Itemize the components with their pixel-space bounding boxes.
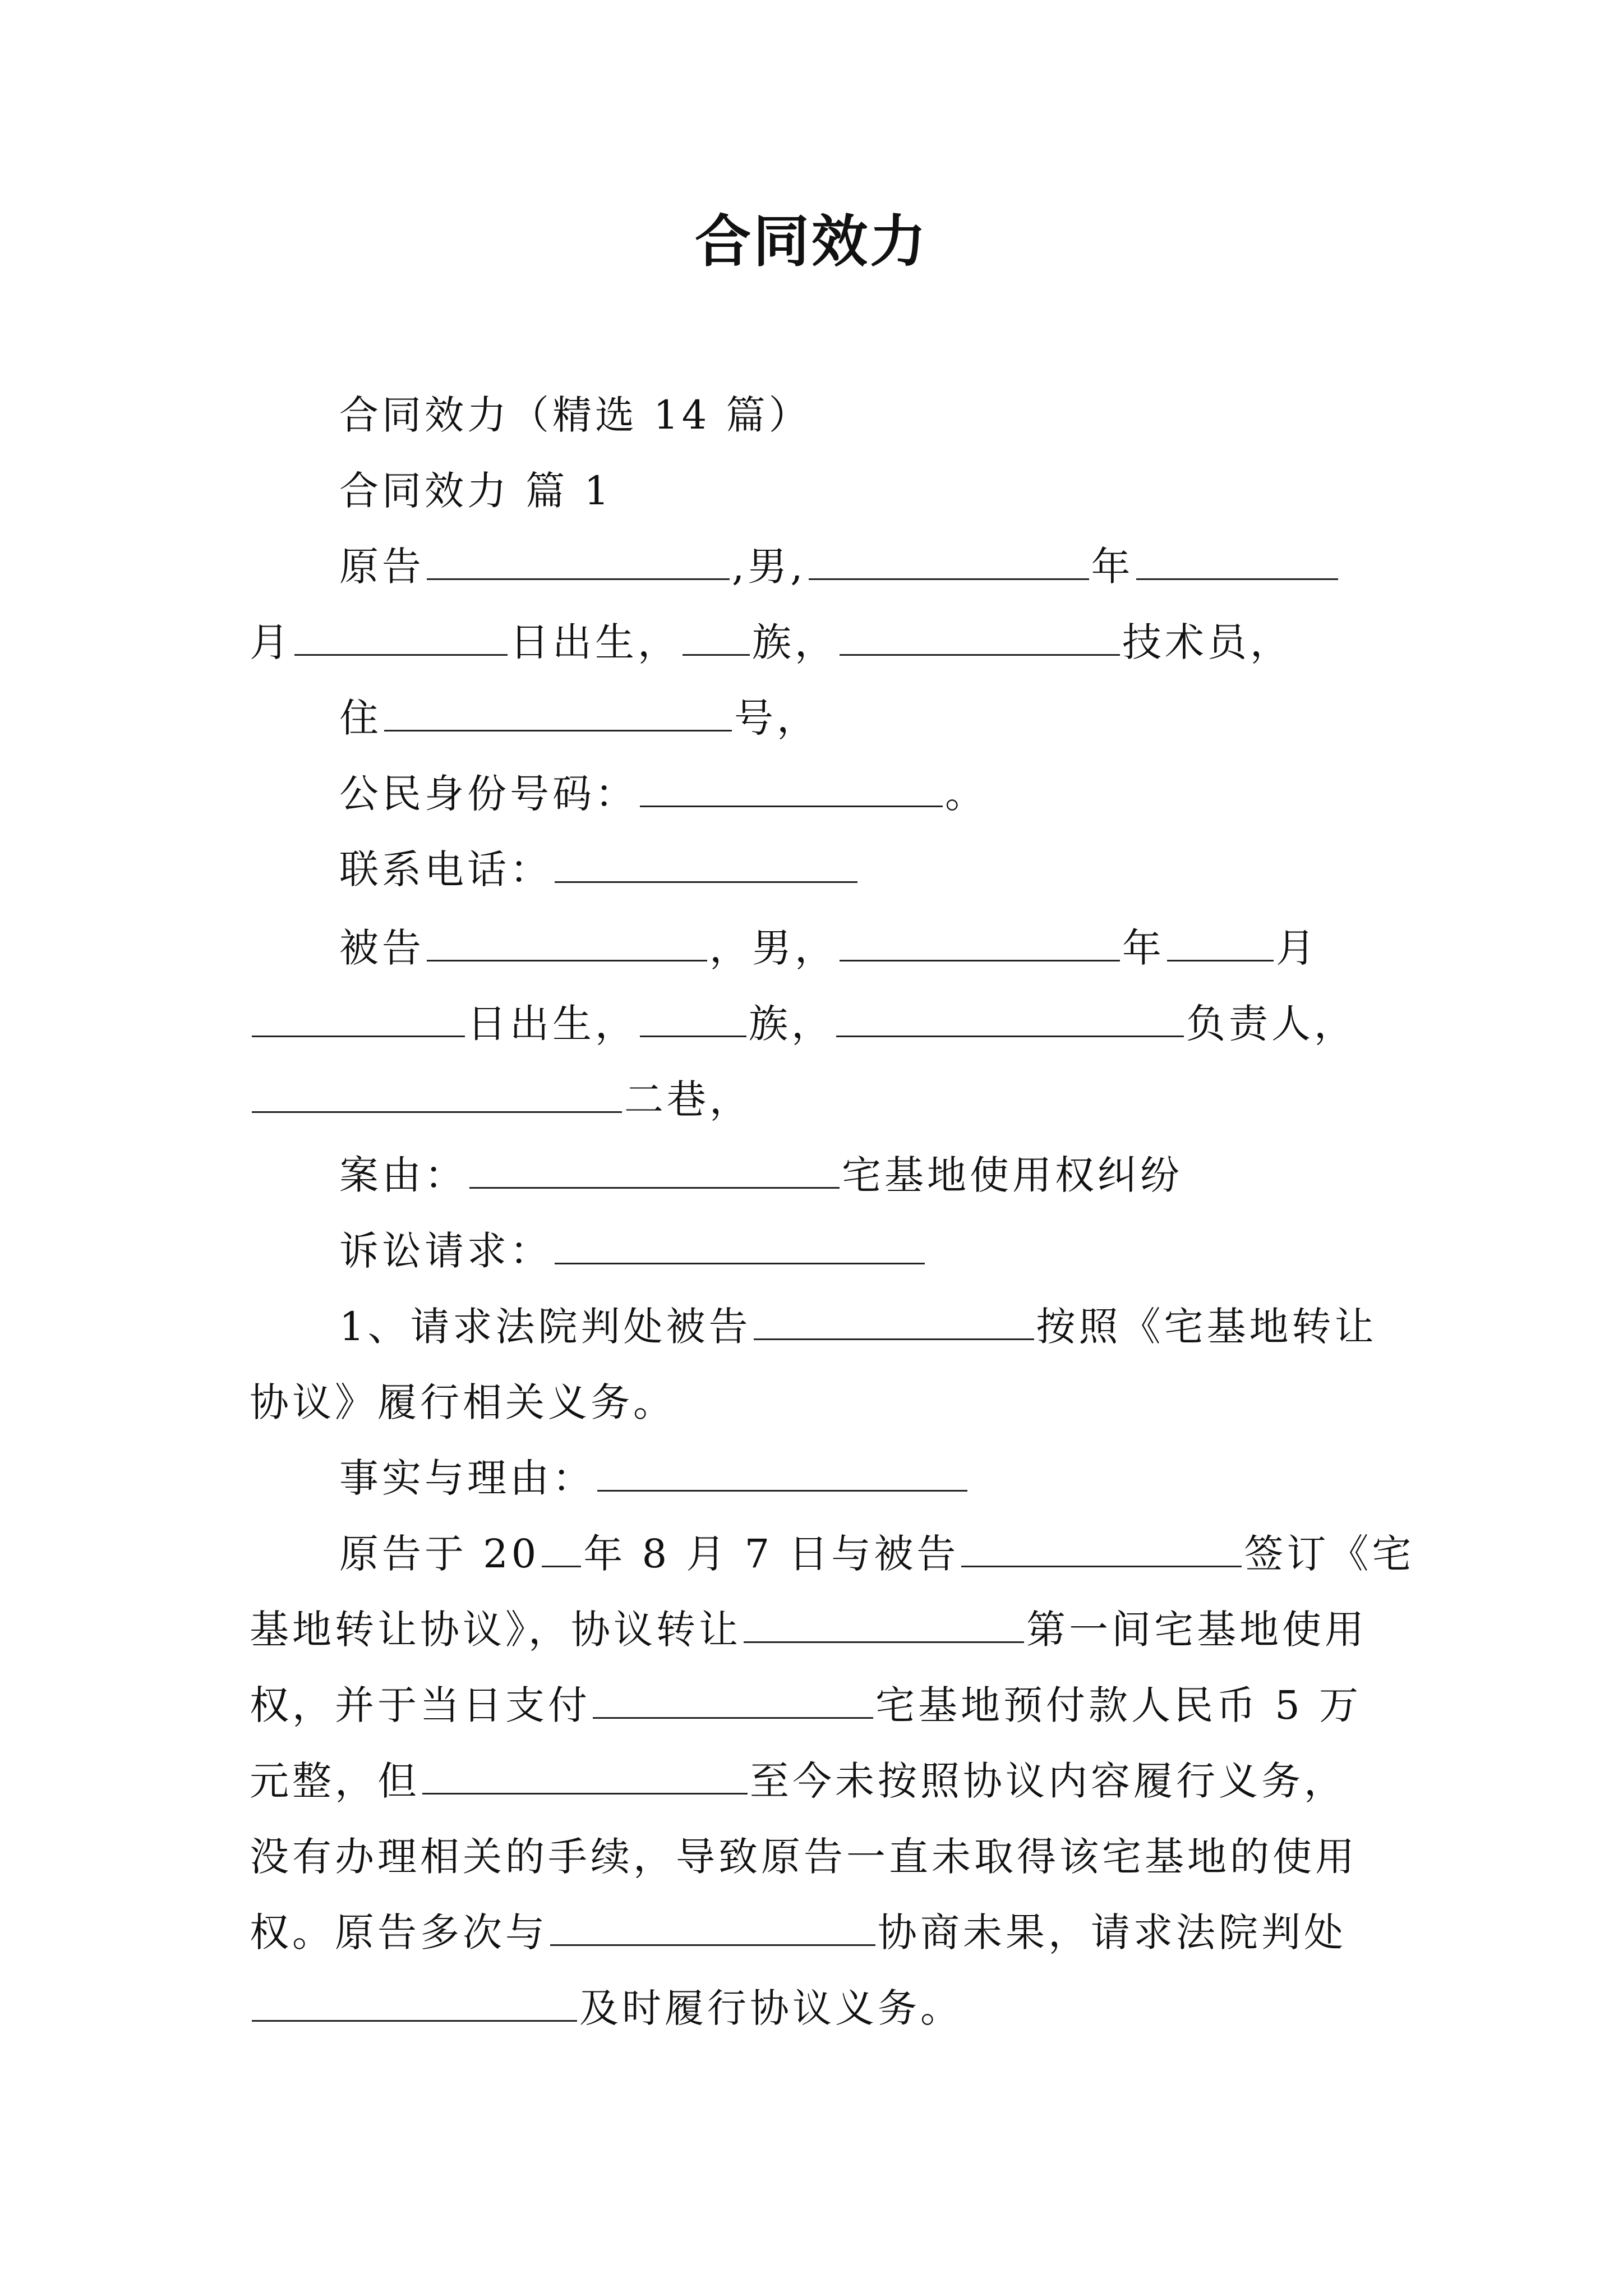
text-fragment: 权。原告多次与 <box>250 1910 548 1955</box>
fill-blank <box>597 1451 967 1492</box>
paragraph-line <box>250 1602 1382 1658</box>
text-fragment: 月 <box>1276 925 1318 971</box>
paragraph-line <box>250 1677 1382 1733</box>
text-fragment: ,男, <box>732 544 806 590</box>
fill-blank <box>555 842 857 883</box>
text-fragment: 二巷， <box>624 1076 752 1122</box>
fill-blank <box>252 1981 577 2022</box>
text-fragment: 原告于 20 <box>339 1531 540 1577</box>
fill-blank <box>744 1602 1024 1643</box>
text-fragment: 签订《宅 <box>1244 1531 1415 1577</box>
fill-blank <box>809 539 1089 580</box>
subtitle-text: 合同效力（精选 14 篇） <box>339 392 811 438</box>
paragraph-line <box>250 1071 1382 1128</box>
text-fragment: 协议》履行相关义务。 <box>250 1379 676 1425</box>
text-fragment: 技术员， <box>1122 619 1293 665</box>
text-fragment: 元整，但 <box>250 1758 420 1804</box>
fill-blank <box>252 996 465 1037</box>
text-fragment: 联系电话： <box>339 846 552 892</box>
paragraph-line <box>250 841 1472 898</box>
text-fragment: 年 8 月 7 日与被告 <box>583 1531 960 1577</box>
paragraph-line <box>250 766 1472 822</box>
text-fragment: 宅基地使用权纠纷 <box>842 1152 1183 1198</box>
fill-blank <box>555 1223 925 1264</box>
paragraph-line <box>250 1374 1382 1430</box>
paragraph-line <box>250 1753 1382 1809</box>
text-fragment: 1、请求法院判处被告 <box>339 1304 751 1350</box>
text-fragment: 公民身份号码： <box>339 771 638 817</box>
paragraph-line <box>250 1147 1472 1203</box>
text-fragment: 。 <box>945 771 988 817</box>
text-fragment: 基地转让协议》，协议转让 <box>250 1607 741 1653</box>
text-fragment: 诉讼请求： <box>339 1228 552 1274</box>
text-fragment: 案由： <box>339 1152 467 1198</box>
fill-blank <box>836 996 1184 1037</box>
paragraph-line <box>250 539 1472 595</box>
paragraph-line <box>250 1904 1382 1961</box>
paragraph-line <box>250 614 1382 670</box>
text-fragment: 月 <box>250 619 292 665</box>
fill-blank <box>640 996 746 1037</box>
text-fragment: 原告 <box>339 544 425 590</box>
text-fragment: 事实与理由： <box>339 1455 595 1501</box>
text-fragment: 号， <box>734 695 819 741</box>
text-fragment: ，男， <box>709 925 837 971</box>
fill-blank <box>252 1072 622 1113</box>
fill-blank <box>469 1148 840 1189</box>
fill-blank <box>1167 921 1274 961</box>
fill-blank <box>542 1526 581 1567</box>
fill-blank <box>1136 539 1338 580</box>
text-fragment: 第一间宅基地使用 <box>1026 1607 1367 1653</box>
paragraph-line <box>250 1980 1382 2036</box>
fill-blank <box>683 615 750 656</box>
fill-blank <box>593 1678 873 1719</box>
text-fragment: 没有办理相关的手续，导致原告一直未取得该宅基地的使用 <box>250 1834 1358 1880</box>
text-fragment: 被告 <box>339 925 425 971</box>
text-fragment: 住 <box>339 695 382 741</box>
text-fragment: 年 <box>1091 544 1134 590</box>
text-fragment: 宅基地预付款人民币 5 万 <box>875 1682 1362 1728</box>
text-fragment: 按照《宅基地转让 <box>1036 1304 1377 1350</box>
fill-blank <box>427 539 730 580</box>
text-fragment: 负责人， <box>1186 1001 1357 1047</box>
fill-blank <box>961 1526 1242 1567</box>
paragraph-line <box>250 920 1472 976</box>
fill-blank <box>427 921 707 961</box>
text-fragment: 至今未按照协议内容履行义务， <box>750 1758 1347 1804</box>
fill-blank <box>640 766 943 807</box>
text-fragment: 年 <box>1122 925 1165 971</box>
paragraph-line <box>250 463 1472 519</box>
text-fragment: 日出生， <box>467 1001 638 1047</box>
text-fragment: 族， <box>752 619 837 665</box>
document-title: 合同效力 <box>695 208 928 274</box>
fill-blank <box>422 1754 748 1795</box>
paragraph-line <box>250 1299 1472 1355</box>
fill-blank <box>294 615 508 656</box>
paragraph-line <box>250 1829 1382 1885</box>
fill-blank <box>384 691 732 731</box>
fill-blank <box>840 615 1120 656</box>
paragraph-line <box>250 996 1382 1052</box>
section-heading: 合同效力 篇 1 <box>339 468 613 514</box>
text-fragment: 协商未果，请求法院判处 <box>878 1910 1347 1955</box>
text-fragment: 权，并于当日支付 <box>250 1682 591 1728</box>
paragraph-line <box>250 1526 1472 1582</box>
paragraph-line <box>250 690 1472 746</box>
paragraph-line <box>250 1450 1472 1506</box>
paragraph-line <box>250 1223 1472 1279</box>
fill-blank <box>840 921 1120 961</box>
text-fragment: 日出生， <box>510 619 680 665</box>
paragraph-line <box>250 387 1472 443</box>
fill-blank <box>754 1299 1034 1340</box>
fill-blank <box>550 1905 875 1946</box>
text-fragment: 及时履行协议义务。 <box>579 1985 963 2031</box>
text-fragment: 族， <box>749 1001 834 1047</box>
